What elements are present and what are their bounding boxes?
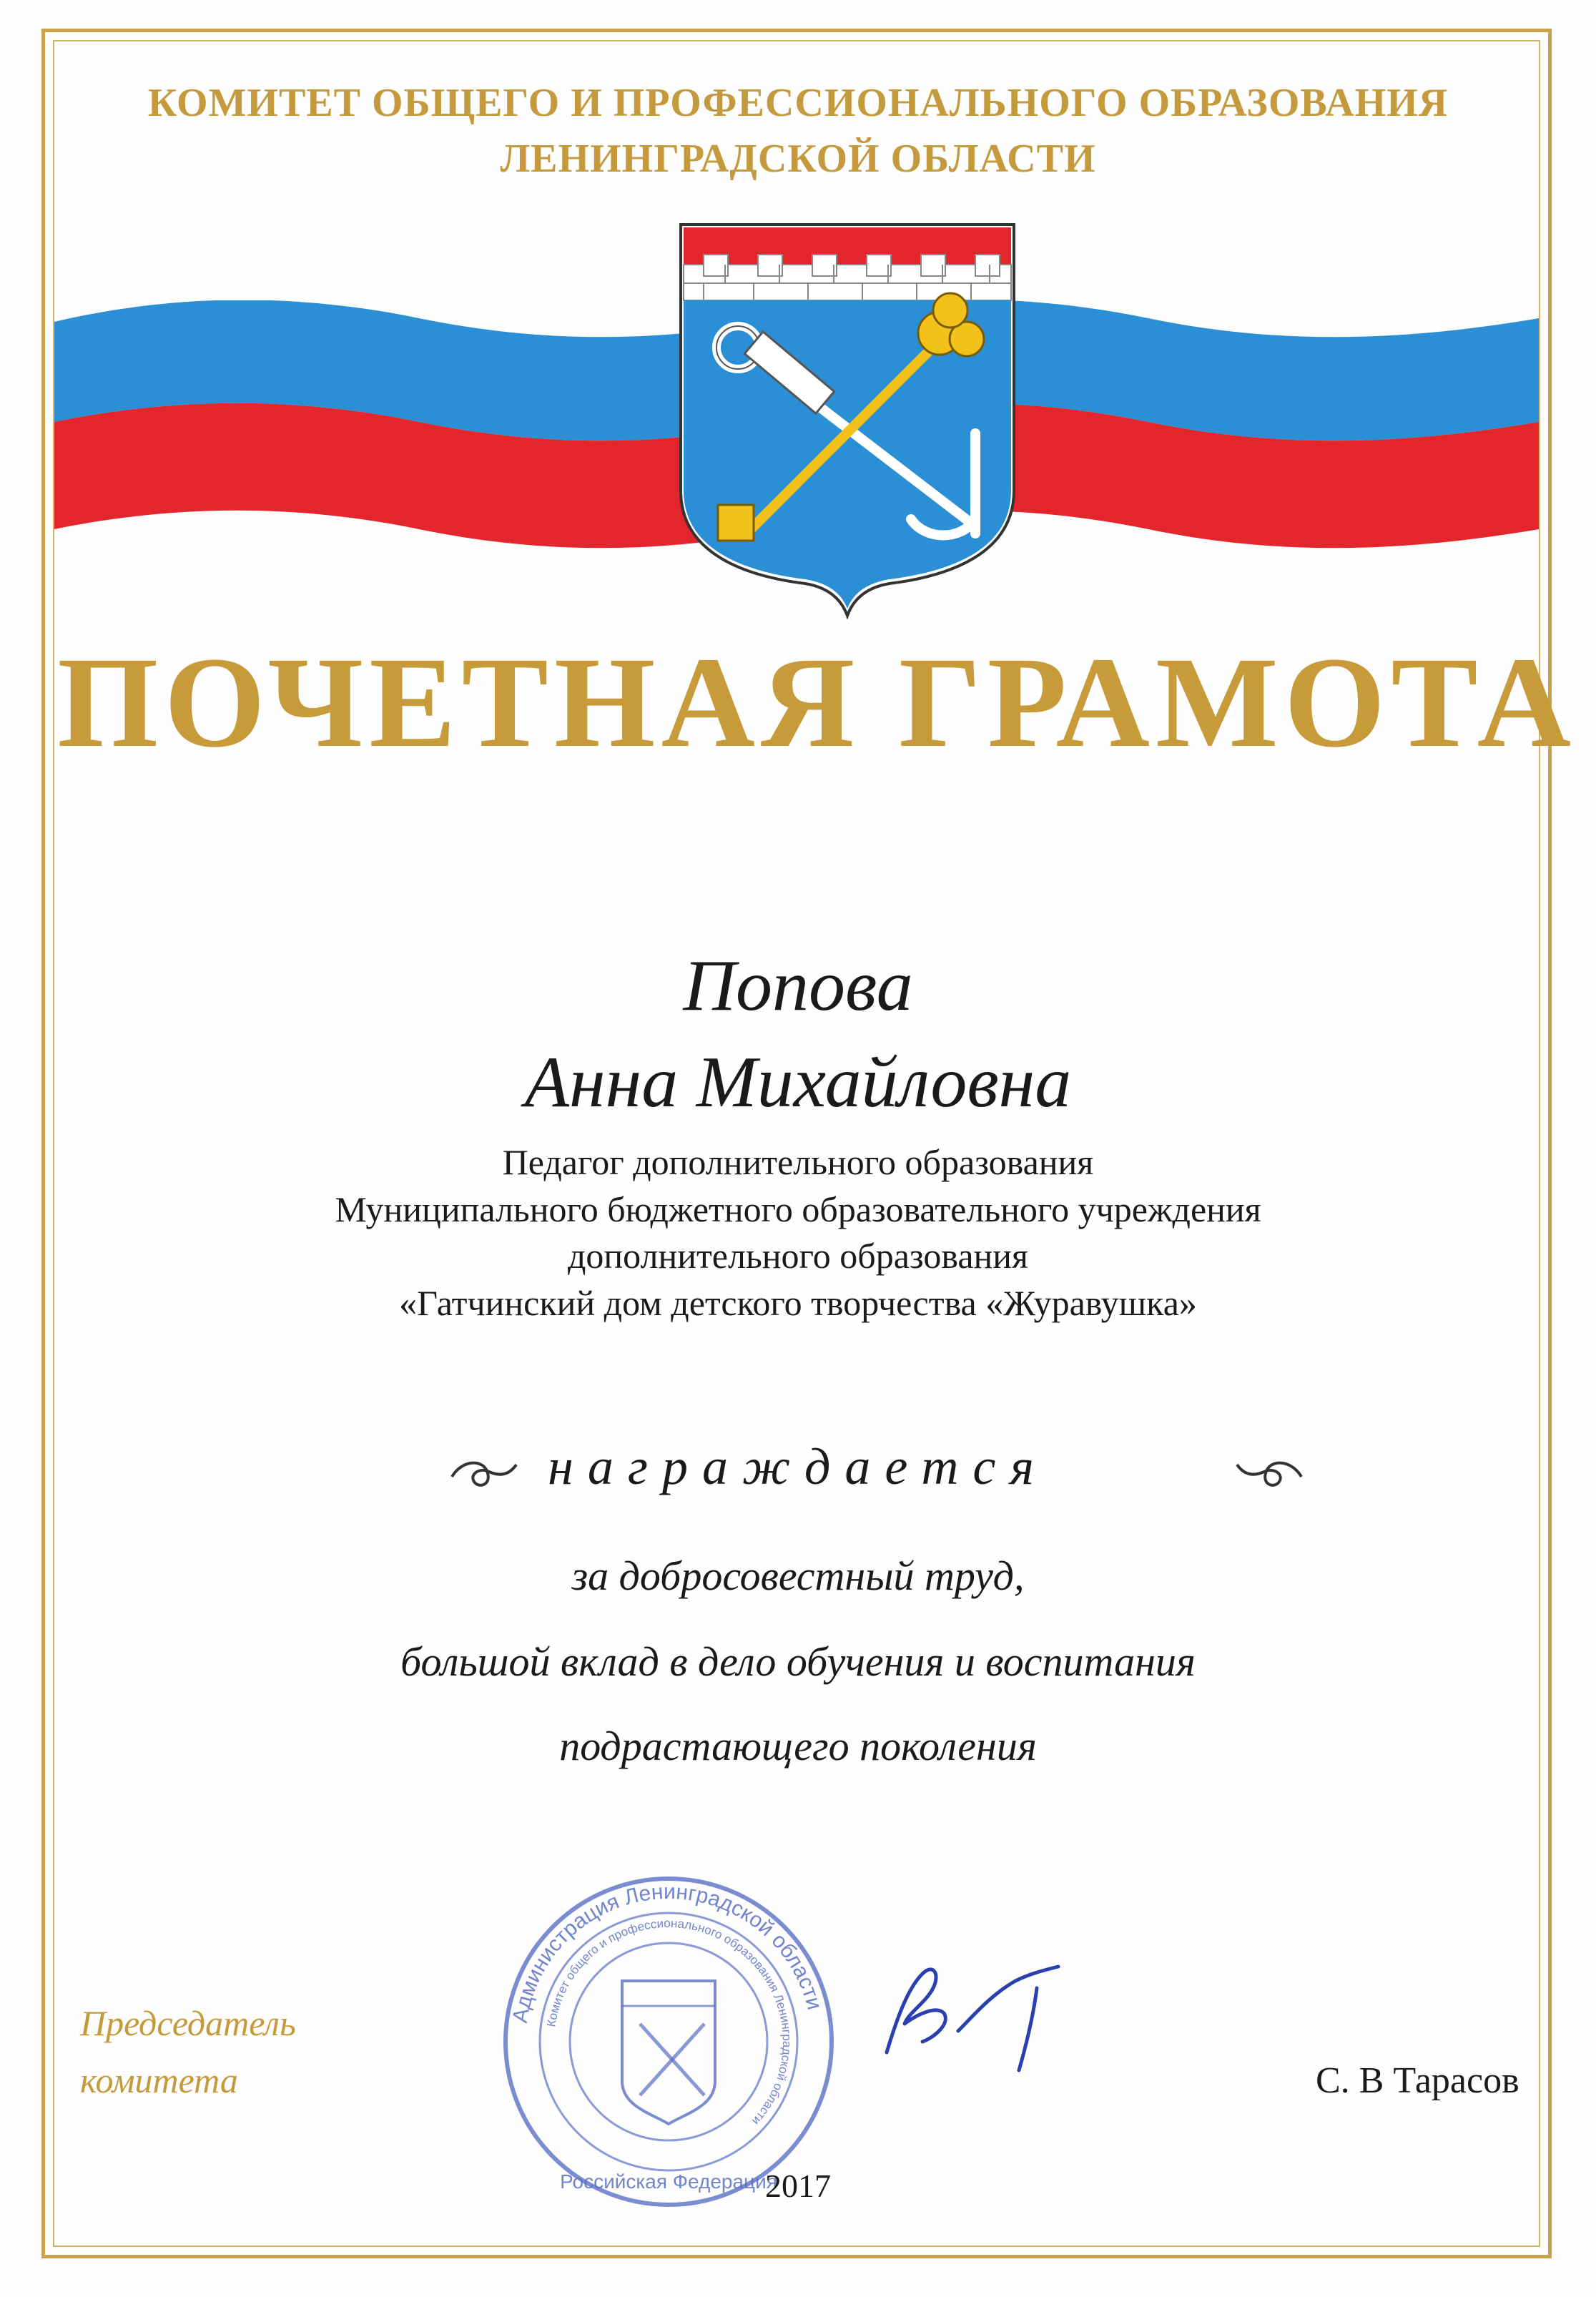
committee-name-line2: ЛЕНИНГРАДСКОЙ ОБЛАСТИ [500, 137, 1096, 181]
right-flourish-icon [1230, 1445, 1309, 1495]
handwritten-signature [865, 1945, 1080, 2081]
award-reason-line3: подрастающего поколения [559, 1723, 1037, 1769]
signatory-title-line2: комитета [80, 2060, 238, 2100]
position-line1: Педагог дополнительного образования [502, 1142, 1094, 1182]
award-reason-line2: большой вклад в дело обучения и воспитания [400, 1638, 1196, 1685]
recipient-given-names: Анна Михайловна [524, 1042, 1072, 1123]
position-line3: дополнительного образования [567, 1236, 1029, 1276]
position-line4: «Гатчинский дом детского творчества «Журавушка» [399, 1283, 1197, 1323]
official-stamp-icon [501, 1874, 837, 2210]
committee-name-line1: КОМИТЕТ ОБЩЕГО И ПРОФЕССИОНАЛЬНОГО ОБРАЗОВАНИЯ [147, 81, 1449, 125]
stamp-bottom-text: Российская Федерация [560, 2170, 777, 2193]
position-line2: Муниципального бюджетного образовательного учреждения [335, 1189, 1261, 1229]
svg-text:Комитет общего и профессиональ: Комитет общего и профессионального образования Ленинградской области [544, 1916, 794, 2128]
recipient-surname: Попова [683, 945, 913, 1026]
issue-year: 2017 [765, 2168, 831, 2204]
awarded-label: награждается [548, 1438, 1048, 1495]
signatory-title-line1: Председатель [80, 2003, 296, 2043]
certificate-title: ПОЧЕТНАЯ ГРАМОТА [57, 631, 1577, 774]
leningrad-oblast-coat-of-arms-icon [675, 219, 1020, 619]
signatory-name: С. В Тарасов [1316, 2060, 1519, 2101]
svg-text:Администрация Ленинградской об: Администрация Ленинградской области [508, 1879, 827, 2025]
award-reason-line1: за добросовестный труд, [571, 1553, 1025, 1599]
